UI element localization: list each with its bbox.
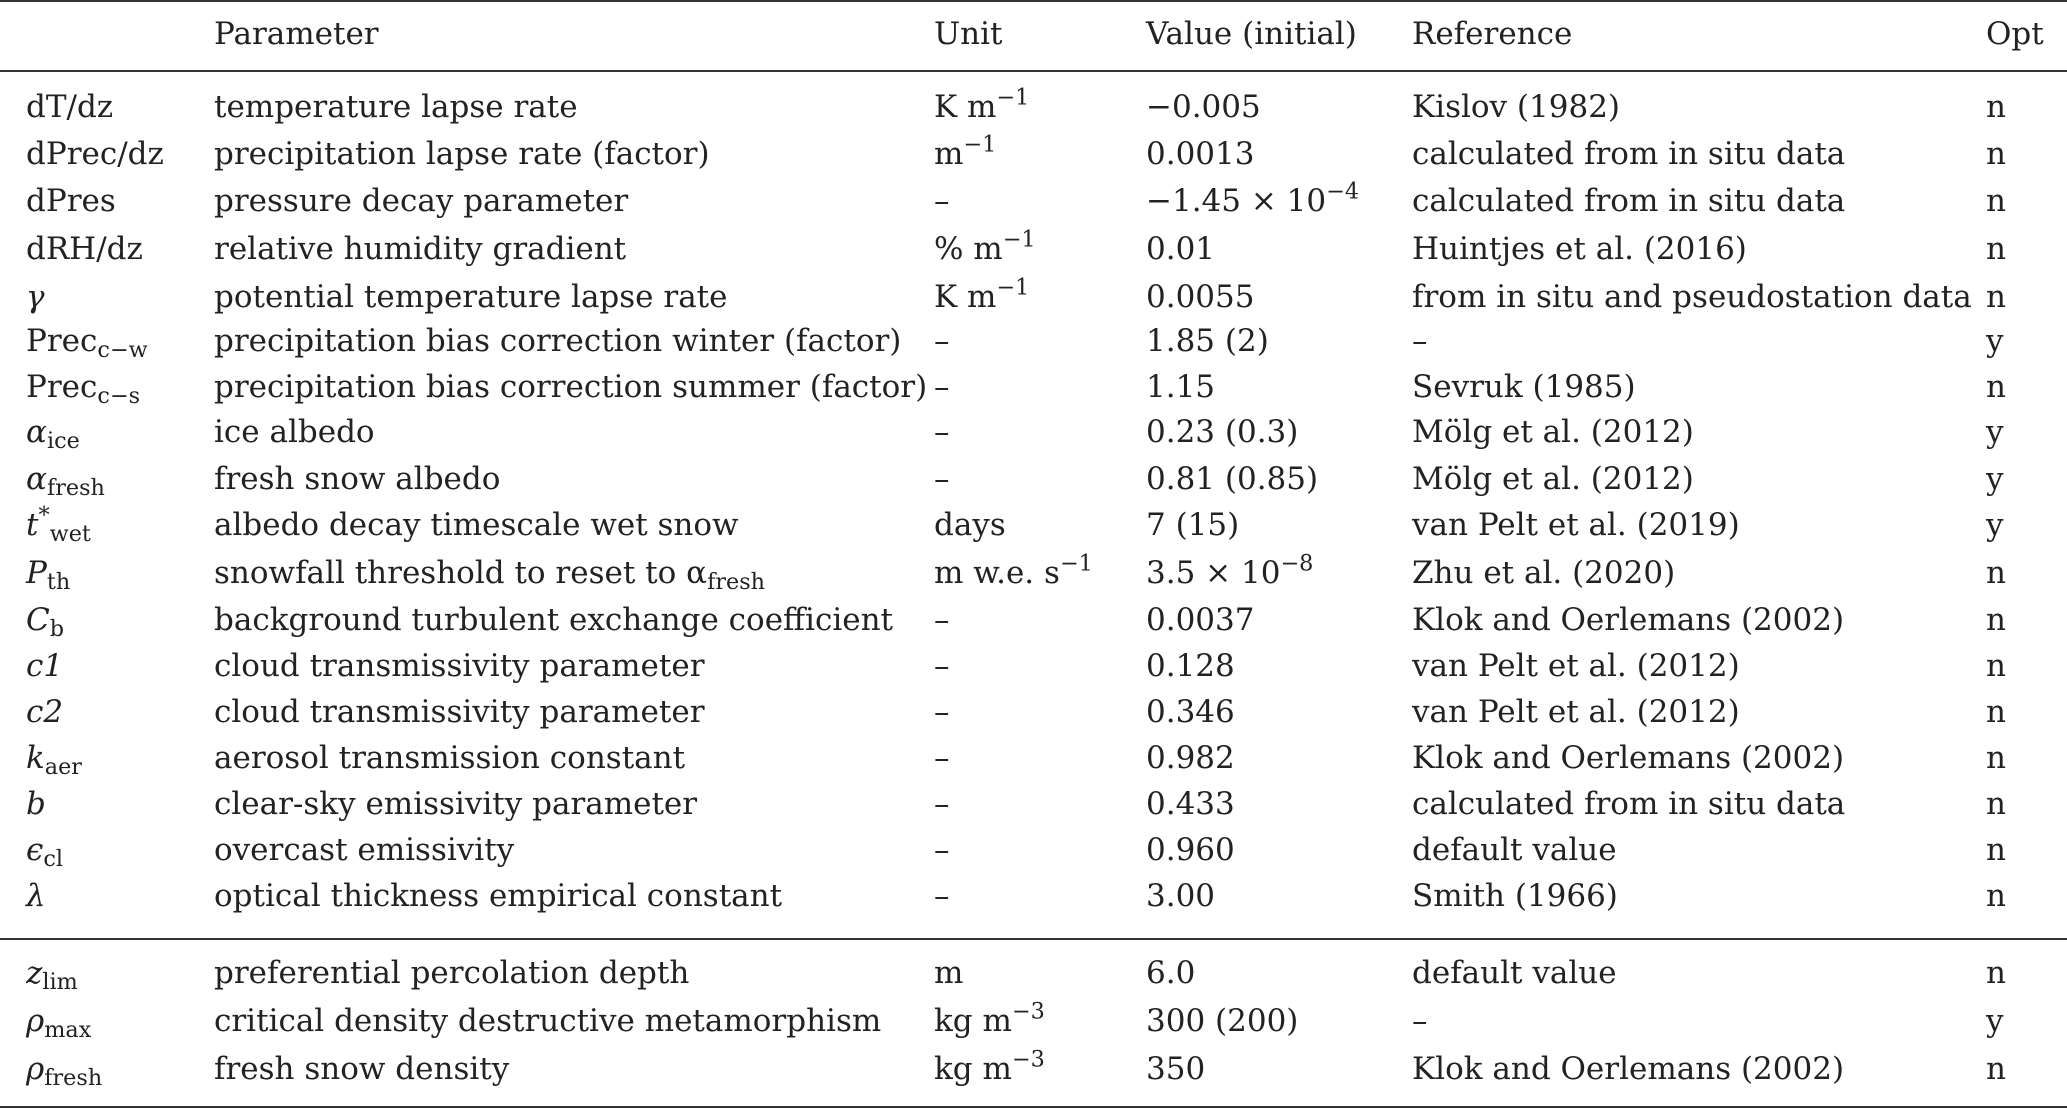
table-row <box>0 131 2067 177</box>
reference-cell: Klok and Oerlemans (2002) <box>1412 1051 1845 1087</box>
reference-cell: Mölg et al. (2012) <box>1412 461 1694 497</box>
value-text: 0.0037 <box>1146 602 1255 638</box>
unit-cell <box>934 502 1006 548</box>
value-text: −1.45 × 10 <box>1146 183 1327 219</box>
table-row <box>0 502 2067 548</box>
reference-cell: van Pelt et al. (2019) <box>1412 507 1740 543</box>
opt-cell: n <box>1986 602 2006 638</box>
reference-cell: van Pelt et al. (2012) <box>1412 694 1740 730</box>
table-row <box>0 950 2067 996</box>
unit-text: – <box>934 183 950 219</box>
opt-cell: n <box>1986 878 2006 914</box>
value-cell <box>1146 409 1298 455</box>
value-superscript: −8 <box>1280 550 1314 577</box>
symbol-cell <box>26 643 63 689</box>
opt-cell: n <box>1986 555 2006 591</box>
opt-cell: y <box>1986 414 2004 450</box>
unit-cell <box>934 689 950 735</box>
parameter-text: relative humidity gradient <box>214 231 627 267</box>
symbol-cell <box>26 131 164 177</box>
value-cell <box>1146 597 1254 643</box>
unit-text: – <box>934 461 950 497</box>
value-cell <box>1146 781 1235 827</box>
reference-cell: calculated from in situ data <box>1412 183 1846 219</box>
parameter-text: precipitation lapse rate (factor) <box>214 136 710 172</box>
unit-text: kg m <box>934 1051 1012 1087</box>
value-text: −0.005 <box>1146 89 1261 125</box>
symbol-cell <box>26 274 45 320</box>
reference-cell: default value <box>1412 832 1617 868</box>
symbol-main: Prec <box>26 323 98 359</box>
opt-cell: n <box>1986 183 2006 219</box>
symbol-subscript: c−s <box>97 383 141 410</box>
unit-superscript: −1 <box>996 84 1030 111</box>
unit-text: – <box>934 786 950 822</box>
opt-cell: y <box>1986 507 2004 543</box>
value-superscript: −4 <box>1326 178 1360 205</box>
value-text: 0.960 <box>1146 832 1235 868</box>
table-row <box>0 318 2067 364</box>
parameter-cell <box>214 502 739 548</box>
unit-superscript: −1 <box>1059 550 1093 577</box>
parameter-text: potential temperature lapse rate <box>214 279 728 315</box>
parameter-cell <box>214 84 578 130</box>
unit-text: m <box>934 955 964 991</box>
table-row <box>0 827 2067 873</box>
reference-cell: Klok and Oerlemans (2002) <box>1412 740 1845 776</box>
value-text: 0.128 <box>1146 648 1235 684</box>
unit-text: kg m <box>934 1003 1012 1039</box>
value-cell <box>1146 178 1359 224</box>
parameter-text: precipitation bias correction winter (factor) <box>214 323 902 359</box>
symbol-subscript: fresh <box>44 1065 103 1092</box>
reference-cell: from in situ and pseudostation data <box>1412 279 1972 315</box>
value-text: 0.81 (0.85) <box>1146 461 1319 497</box>
unit-cell <box>934 456 950 502</box>
unit-text: m w.e. s <box>934 555 1060 591</box>
unit-text: – <box>934 323 950 359</box>
unit-cell <box>934 550 1093 596</box>
value-text: 3.00 <box>1146 878 1216 914</box>
opt-cell: n <box>1986 89 2006 125</box>
parameter-cell <box>214 735 685 781</box>
symbol-main: Prec <box>26 369 98 405</box>
unit-cell <box>934 998 1045 1044</box>
parameter-subscript: fresh <box>707 569 766 596</box>
symbol-main: α <box>26 461 47 497</box>
symbol-subscript: lim <box>42 969 78 996</box>
symbol-cell <box>26 781 46 827</box>
symbol-cell <box>26 735 82 781</box>
unit-cell <box>934 735 950 781</box>
value-text: 300 (200) <box>1146 1003 1299 1039</box>
opt-cell: n <box>1986 369 2006 405</box>
unit-cell <box>934 84 1029 130</box>
opt-cell: y <box>1986 1003 2004 1039</box>
symbol-main: C <box>26 602 50 638</box>
table-header-row <box>0 11 2067 57</box>
symbol-main: dRH/dz <box>26 231 143 267</box>
unit-text: m <box>934 136 964 172</box>
symbol-main: P <box>26 555 47 591</box>
reference-cell: calculated from in situ data <box>1412 136 1846 172</box>
unit-cell <box>934 226 1036 272</box>
opt-cell: n <box>1986 279 2006 315</box>
symbol-main: λ <box>26 878 46 914</box>
reference-cell: Sevruk (1985) <box>1412 369 1636 405</box>
parameter-text: aerosol transmission constant <box>214 740 686 776</box>
table-header-rule <box>0 70 2067 72</box>
parameter-text: albedo decay timescale wet snow <box>214 507 739 543</box>
symbol-main: α <box>26 414 47 450</box>
parameter-cell <box>214 827 514 873</box>
value-cell <box>1146 318 1269 364</box>
opt-cell: y <box>1986 323 2004 359</box>
symbol-subscript: th <box>46 569 71 596</box>
table-row <box>0 998 2067 1044</box>
parameter-cell <box>214 456 500 502</box>
parameter-cell <box>214 364 927 410</box>
symbol-main: ρ <box>26 1003 45 1039</box>
symbol-main: c1 <box>26 648 64 684</box>
opt-cell: y <box>1986 461 2004 497</box>
value-text: 0.0013 <box>1146 136 1255 172</box>
symbol-main: dPrec/dz <box>26 136 164 172</box>
symbol-cell <box>26 998 91 1044</box>
opt-cell: n <box>1986 231 2006 267</box>
parameter-text: cloud transmissivity parameter <box>214 694 705 730</box>
symbol-cell <box>26 873 46 919</box>
symbol-subscript: wet <box>49 521 91 548</box>
parameter-text: ice albedo <box>214 414 375 450</box>
value-text: 7 (15) <box>1146 507 1240 543</box>
table-row <box>0 274 2067 320</box>
reference-cell: Smith (1966) <box>1412 878 1618 914</box>
value-cell <box>1146 873 1215 919</box>
reference-cell: default value <box>1412 955 1617 991</box>
unit-text: – <box>934 602 950 638</box>
unit-superscript: −1 <box>963 131 997 158</box>
unit-cell <box>934 781 950 827</box>
reference-cell: Huintjes et al. (2016) <box>1412 231 1747 267</box>
value-cell <box>1146 643 1235 689</box>
symbol-cell <box>26 456 105 502</box>
unit-cell <box>934 409 950 455</box>
opt-cell: n <box>1986 136 2006 172</box>
symbol-cell <box>26 502 91 548</box>
symbol-cell <box>26 364 140 410</box>
unit-text: % m <box>934 231 1003 267</box>
parameter-cell <box>214 274 727 320</box>
symbol-main: z <box>26 955 43 991</box>
symbol-subscript: cl <box>43 846 64 873</box>
table-row <box>0 1046 2067 1092</box>
value-cell <box>1146 274 1254 320</box>
value-text: 0.346 <box>1146 694 1235 730</box>
reference-cell: calculated from in situ data <box>1412 786 1846 822</box>
symbol-main: γ <box>26 279 45 315</box>
unit-text: K m <box>934 279 997 315</box>
opt-cell: n <box>1986 1051 2006 1087</box>
table-row <box>0 364 2067 410</box>
parameter-cell <box>214 226 626 272</box>
table-row <box>0 735 2067 781</box>
parameter-cell <box>214 131 710 177</box>
unit-cell <box>934 950 963 996</box>
table-section-rule <box>0 938 2067 940</box>
symbol-cell <box>26 597 64 643</box>
value-text: 3.5 × 10 <box>1146 555 1281 591</box>
unit-text: – <box>934 878 950 914</box>
unit-superscript: −3 <box>1011 998 1045 1025</box>
symbol-main: ρ <box>26 1051 45 1087</box>
symbol-superscript: * <box>38 502 50 529</box>
unit-text: days <box>934 507 1006 543</box>
table-row <box>0 643 2067 689</box>
parameter-cell <box>214 597 893 643</box>
symbol-cell <box>26 827 63 873</box>
symbol-subscript: aer <box>44 754 82 781</box>
value-cell <box>1146 827 1235 873</box>
symbol-main: dPres <box>26 183 116 219</box>
table-row <box>0 597 2067 643</box>
parameter-cell <box>214 873 782 919</box>
symbol-main: k <box>26 740 45 776</box>
value-text: 350 <box>1146 1051 1206 1087</box>
symbol-cell <box>26 950 78 996</box>
value-cell <box>1146 226 1215 272</box>
header-reference: Reference <box>1412 16 1573 52</box>
unit-text: – <box>934 740 950 776</box>
parameter-text: precipitation bias correction summer (factor) <box>214 369 928 405</box>
value-text: 0.982 <box>1146 740 1235 776</box>
header-parameter: Parameter <box>214 16 379 52</box>
symbol-subscript: ice <box>46 428 80 455</box>
value-text: 0.01 <box>1146 231 1216 267</box>
table-row <box>0 781 2067 827</box>
reference-cell: Kislov (1982) <box>1412 89 1621 125</box>
parameter-text: pressure decay parameter <box>214 183 629 219</box>
unit-text: – <box>934 369 950 405</box>
parameter-text: cloud transmissivity parameter <box>214 648 705 684</box>
unit-cell <box>934 873 950 919</box>
unit-text: – <box>934 694 950 730</box>
parameter-cell <box>214 318 901 364</box>
parameter-text: critical density destructive metamorphism <box>214 1003 882 1039</box>
table-row <box>0 689 2067 735</box>
symbol-main: dT/dz <box>26 89 114 125</box>
unit-cell <box>934 318 950 364</box>
unit-cell <box>934 1046 1045 1092</box>
unit-cell <box>934 643 950 689</box>
value-cell <box>1146 735 1235 781</box>
table-row <box>0 409 2067 455</box>
symbol-cell <box>26 318 148 364</box>
parameter-text: overcast emissivity <box>214 832 515 868</box>
value-text: 0.23 (0.3) <box>1146 414 1299 450</box>
parameter-text: background turbulent exchange coefficient <box>214 602 894 638</box>
symbol-subscript: b <box>49 616 65 643</box>
parameter-cell <box>214 178 628 224</box>
value-cell <box>1146 502 1239 548</box>
symbol-cell <box>26 689 63 735</box>
reference-cell: Klok and Oerlemans (2002) <box>1412 602 1845 638</box>
parameter-cell <box>214 689 705 735</box>
table-row <box>0 550 2067 596</box>
parameter-cell <box>214 643 705 689</box>
symbol-cell <box>26 226 143 272</box>
table-row <box>0 178 2067 224</box>
symbol-cell <box>26 550 70 596</box>
value-text: 1.15 <box>1146 369 1216 405</box>
value-cell <box>1146 84 1261 130</box>
value-cell <box>1146 1046 1205 1092</box>
symbol-main: c2 <box>26 694 64 730</box>
parameter-cell <box>214 781 697 827</box>
table-row <box>0 84 2067 130</box>
opt-cell: n <box>1986 955 2006 991</box>
value-text: 0.433 <box>1146 786 1235 822</box>
parameter-cell <box>214 998 881 1044</box>
header-opt: Opt <box>1986 16 2044 52</box>
value-cell <box>1146 998 1298 1044</box>
symbol-cell <box>26 1046 102 1092</box>
reference-cell: – <box>1412 323 1428 359</box>
unit-cell <box>934 364 950 410</box>
parameter-text: fresh snow density <box>214 1051 510 1087</box>
value-cell <box>1146 550 1313 596</box>
symbol-subscript: fresh <box>46 475 105 502</box>
parameter-cell <box>214 1046 509 1092</box>
parameter-text: fresh snow albedo <box>214 461 501 497</box>
table-row <box>0 456 2067 502</box>
header-value: Value (initial) <box>1146 16 1357 52</box>
value-cell <box>1146 689 1235 735</box>
reference-cell: van Pelt et al. (2012) <box>1412 648 1740 684</box>
parameter-text: clear-sky emissivity parameter <box>214 786 698 822</box>
unit-cell <box>934 131 996 177</box>
value-cell <box>1146 950 1195 996</box>
value-cell <box>1146 456 1318 502</box>
parameter-cell <box>214 950 689 996</box>
symbol-cell <box>26 409 80 455</box>
opt-cell: n <box>1986 740 2006 776</box>
value-text: 6.0 <box>1146 955 1196 991</box>
unit-text: – <box>934 414 950 450</box>
parameter-text: snowfall threshold to reset to α <box>214 555 708 591</box>
table-top-rule <box>0 0 2067 2</box>
symbol-subscript: c−w <box>97 337 148 364</box>
symbol-cell <box>26 84 113 130</box>
unit-cell <box>934 597 950 643</box>
parameter-text: optical thickness empirical constant <box>214 878 783 914</box>
parameter-text: temperature lapse rate <box>214 89 578 125</box>
value-text: 1.85 (2) <box>1146 323 1269 359</box>
value-cell <box>1146 131 1254 177</box>
unit-text: K m <box>934 89 997 125</box>
symbol-cell <box>26 178 116 224</box>
unit-cell <box>934 274 1029 320</box>
reference-cell: Zhu et al. (2020) <box>1412 555 1676 591</box>
symbol-main: b <box>26 786 46 822</box>
symbol-subscript: max <box>44 1017 92 1044</box>
reference-cell: – <box>1412 1003 1428 1039</box>
unit-superscript: −3 <box>1011 1046 1045 1073</box>
opt-cell: n <box>1986 648 2006 684</box>
unit-superscript: −1 <box>1002 226 1036 253</box>
unit-superscript: −1 <box>996 274 1030 301</box>
opt-cell: n <box>1986 786 2006 822</box>
unit-text: – <box>934 648 950 684</box>
table-row <box>0 226 2067 272</box>
value-text: 0.0055 <box>1146 279 1255 315</box>
symbol-main: t <box>26 507 39 543</box>
parameter-cell <box>214 409 375 455</box>
reference-cell: Mölg et al. (2012) <box>1412 414 1694 450</box>
header-unit: Unit <box>934 16 1003 52</box>
parameter-text: preferential percolation depth <box>214 955 690 991</box>
opt-cell: n <box>1986 832 2006 868</box>
value-cell <box>1146 364 1215 410</box>
parameter-cell <box>214 550 765 596</box>
table-row <box>0 873 2067 919</box>
unit-cell <box>934 827 950 873</box>
unit-cell <box>934 178 950 224</box>
table-bottom-rule <box>0 1106 2067 1108</box>
opt-cell: n <box>1986 694 2006 730</box>
symbol-main: ϵ <box>26 832 44 868</box>
unit-text: – <box>934 832 950 868</box>
